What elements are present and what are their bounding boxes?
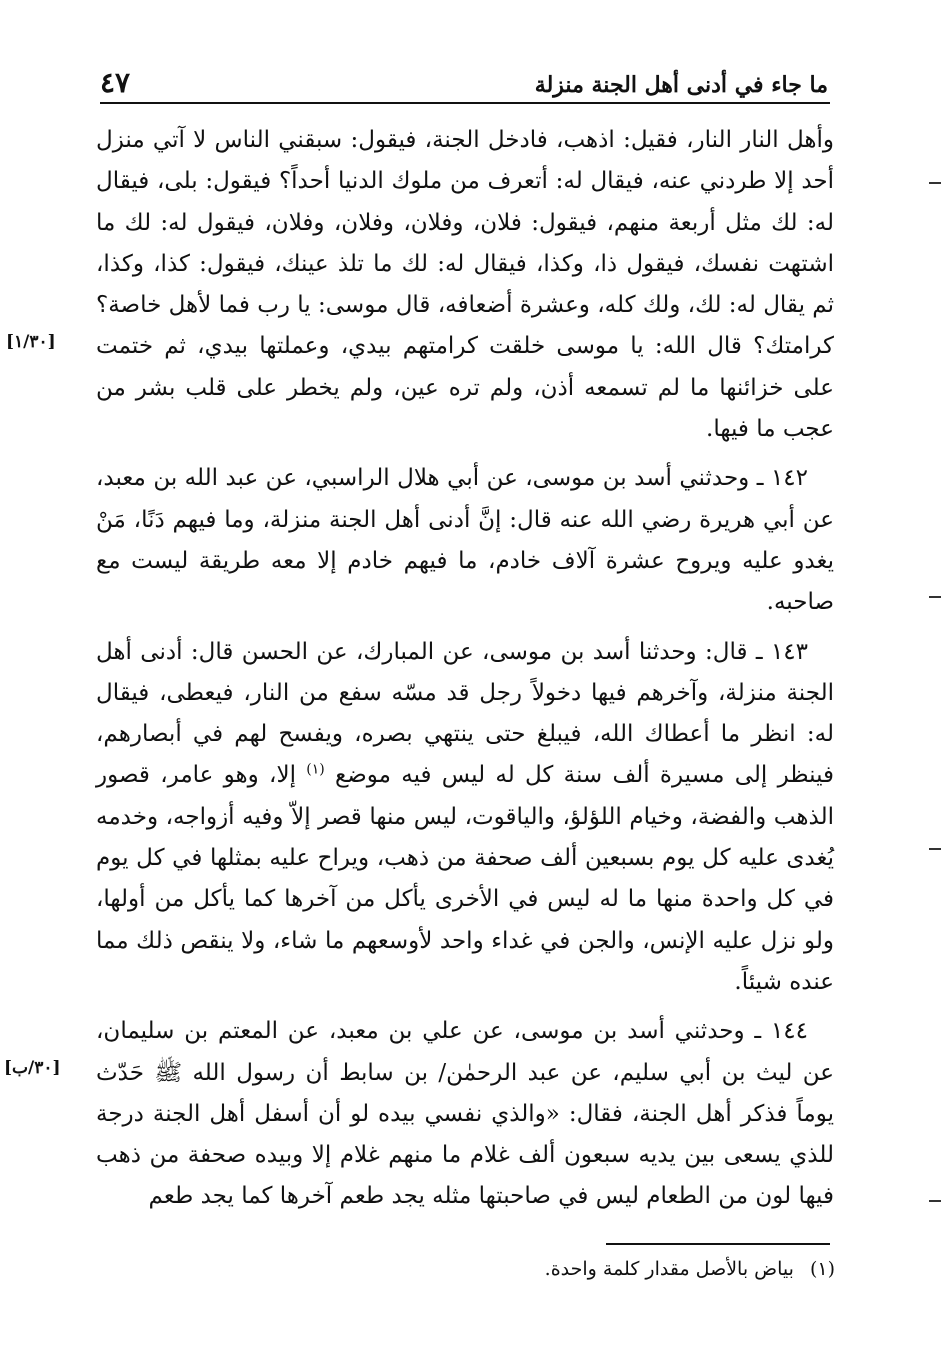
page-number: ٤٧: [100, 66, 131, 99]
folio-marker-second: [٣٠/ب]: [4, 1058, 61, 1078]
footnote-text: بياض بالأصل مقدار كلمة واحدة.: [544, 1258, 794, 1280]
paragraph-continuation: وأهل النار النار، فقيل: اذهب، فادخل الجنة، فيقول: سبقني الناس لا آتي منزل أحد إلا طردني عنه، فيقال له: أتعرف من ملوك الدنيا أحداً؟ فيقول: بلى، فيقال له: لك مثل أربعة منهم، فيقول: فلان، وفلان، وفلان، وفلان، فيقول له: لك ما اشتهت نفسك، فيقول ذا، وكذا، فيقال له: لك ما تلذ عينك، فيقول: كذا، وكذا، ثم يقال له: لك، ولك كله، وعشرة أضعافه، قال موسى: يا رب فما لأهل خاصة؟ كرامتك؟ قال الله: يا موسى خلقت كرامتهم بيدي، وعملتها بيدي، ثم ختمت على خزائنها ما لم تسمعه أذن، ولم تره عين، ولم يخطر على قلب بشر من عجب ما فيها.: [96, 127, 835, 443]
footnote: [545, 1258, 835, 1280]
hadith-142: ١٤٢ ـ وحدثني أسد بن موسى، عن أبي هلال الراسبي، عن عبد الله بن معبد، عن أبي هريرة رضي الله عنه قال: إنَّ أدنى أهل الجنة منزلة، وما فيهم دَنًا، مَنْ يغدو عليه ويروح عشرة آلاف خادم، ما فيهم خادم إلا معه طريقة ليست مع صاحبه.: [96, 465, 834, 616]
hadith-143-part-2: إلا، وهو عامر، قصور الذهب والفضة، وخيام اللؤلؤ، والياقوت، ليس منها قصر إلاّ وفيه أزواجه، وخدمه يُغدى عليه كل يوم بسبعين ألف صحفة من ذهب، ويراح عليه بمثلها في كل يوم في كل واحدة منها ما له ليس في الأخرى يأكل من آخرها كما يأكل من أولها، ولو نزل عليه الإنس، والجن في غداء واحد لأوسعهم ما شاء، ولا ينقص ذلك مما عنده شيئاً.: [96, 762, 834, 995]
edge-mark: [929, 182, 941, 184]
edge-mark: [929, 596, 941, 598]
folio-marker-first: [١/٣٠]: [6, 332, 56, 352]
footnote-divider: [606, 1243, 830, 1245]
hadith-143-part-1: ١٤٣ ـ قال: وحدثنا أسد بن موسى، عن المبارك، عن الحسن قال: أدنى أهل الجنة منزلة، وآخرهم فيها دخولاً رجل قد مسّه سفع من النار، فيعطى، فيقال له: انظر ما أعطاك الله، فيبلغ حتى ينتهي بصره، ويفسح لهم في أبصارهم، فينظر إلى مسيرة ألف سنة كل له ليس فيه موضع: [96, 638, 835, 789]
edge-mark: [929, 848, 941, 850]
footnote-number: (١): [809, 1258, 835, 1280]
footnote-reference[interactable]: (١): [306, 761, 325, 778]
hadith-143: [96, 632, 834, 1004]
running-title: ما جاء في أدنى أهل الجنة منزلة: [534, 72, 828, 98]
main-text: [96, 120, 834, 1218]
edge-mark: [929, 1200, 941, 1202]
running-header: [100, 62, 830, 104]
hadith-144: ١٤٤ ـ وحدثني أسد بن موسى، عن علي بن معبد، عن المعتم بن سليمان، عن ليث بن أبي سليم، عن عبد الرحمٰن/ بن سابط أن رسول الله ﷺ حَدّث يوماً فذكر أهل الجنة، فقال: «والذي نفسي بيده لو أن أسفل أهل الجنة درجة للذي يسعى بين يديه سبعون ألف غلام ما منهم غلام إلا وبيده صحفة من ذهب فيها لون من الطعام ليس في صاحبتها مثله يجد طعم آخرها كما يجد طعم: [96, 1018, 834, 1210]
